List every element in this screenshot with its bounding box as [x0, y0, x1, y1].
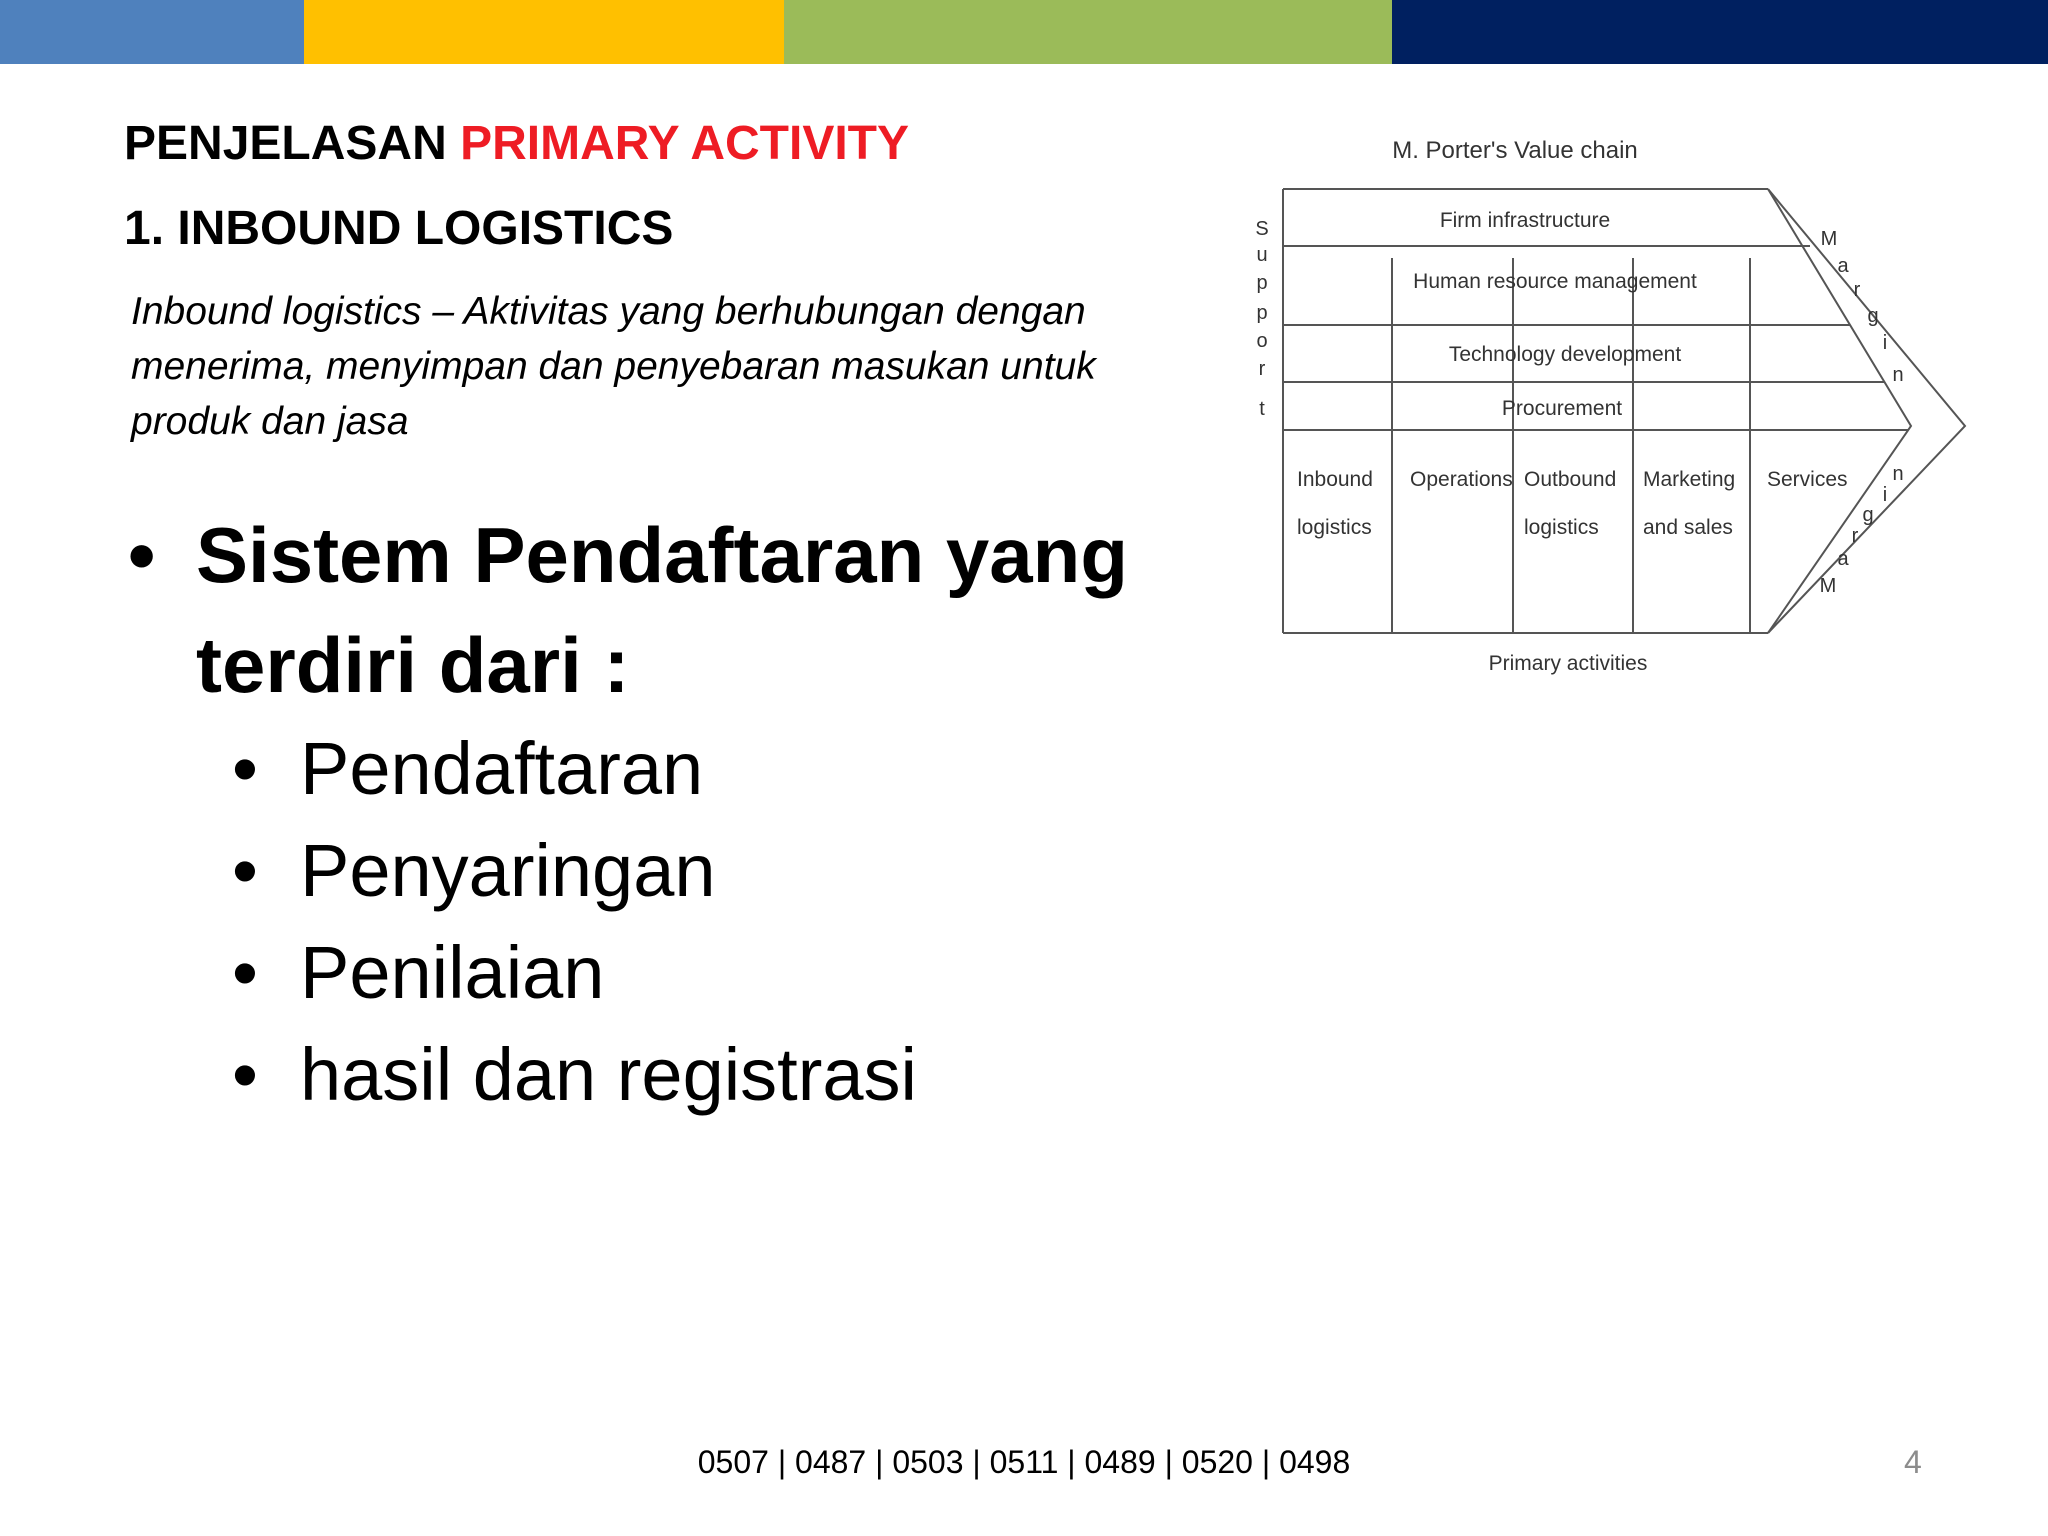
- sub-bullet-item: [232, 718, 917, 820]
- support-label-letter: u: [1256, 244, 1268, 266]
- sub-bullet-text: Pendaftaran: [300, 727, 704, 810]
- primary-activity-line2: and sales: [1643, 516, 1733, 539]
- margin-label-letter: a: [1837, 548, 1849, 570]
- heading-accent: PRIMARY ACTIVITY: [460, 117, 909, 170]
- band-segment-green: [784, 0, 1392, 64]
- margin-label-letter: r: [1851, 525, 1859, 547]
- diagram-title: M. Porter's Value chain: [1392, 137, 1638, 164]
- primary-activity-line1: Operations: [1410, 468, 1513, 491]
- support-label-letter: p: [1256, 302, 1268, 324]
- support-label-letter: o: [1256, 330, 1268, 352]
- sub-bullet-item: [232, 820, 917, 922]
- sub-bullet-text: Penyaringan: [300, 829, 716, 912]
- description-text: Inbound logistics – Aktivitas yang berhubungan dengan menerima, menyimpan dan penyebaran masukan untuk produk dan jasa: [131, 290, 1096, 443]
- slide-heading: [124, 116, 909, 171]
- margin-label-letter: r: [1853, 279, 1861, 301]
- slide-subheading: 1. INBOUND LOGISTICS: [124, 202, 674, 255]
- support-label-letter: r: [1258, 358, 1266, 380]
- support-label-letter: S: [1255, 218, 1269, 240]
- margin-label-letter: M: [1820, 228, 1838, 250]
- support-label-letter: p: [1256, 272, 1268, 294]
- band-segment-blue: [0, 0, 304, 64]
- bullet-dot: •: [232, 931, 258, 1014]
- value-chain-diagram: [1240, 125, 1980, 685]
- sub-bullet-item: [232, 922, 917, 1024]
- bullet-dot: •: [232, 829, 258, 912]
- bullet-dot: •: [232, 1033, 258, 1116]
- bullet-dot: •: [128, 511, 156, 599]
- heading-prefix: PENJELASAN: [124, 117, 461, 170]
- support-label-letter: t: [1259, 398, 1265, 420]
- diagram-outline: [1283, 189, 1965, 633]
- support-activity: Human resource management: [1413, 270, 1697, 293]
- margin-label-letter: n: [1892, 463, 1904, 485]
- footer-ids: 0507 | 0487 | 0503 | 0511 | 0489 | 0520 | 0498: [697, 1444, 1351, 1480]
- margin-label-letter: n: [1892, 364, 1904, 386]
- margin-label-letter: i: [1882, 484, 1888, 506]
- primary-activity-line1: Marketing: [1643, 468, 1736, 491]
- band-segment-navy: [1392, 0, 2048, 64]
- margin-label-letter: i: [1882, 332, 1888, 354]
- sub-bullet-item: [232, 1024, 917, 1126]
- support-activity: Technology development: [1448, 343, 1682, 366]
- bullet-dot: •: [232, 727, 258, 810]
- sub-bullet-list: [232, 718, 917, 1126]
- primary-activity-line2: logistics: [1524, 516, 1599, 539]
- main-bullet: [128, 500, 1188, 720]
- main-bullet-text: Sistem Pendaftaran yang terdiri dari :: [196, 511, 1128, 709]
- margin-label-letter: a: [1837, 255, 1849, 277]
- primary-activity-line2: logistics: [1297, 516, 1372, 539]
- support-activity: Firm infrastructure: [1439, 209, 1611, 232]
- primary-activity-line1: Inbound: [1297, 468, 1373, 491]
- primary-activity-line1: Services: [1767, 468, 1848, 491]
- margin-label-letter: M: [1819, 575, 1837, 597]
- margin-label-letter: g: [1867, 305, 1879, 327]
- primary-activities-label: Primary activities: [1488, 652, 1648, 675]
- support-activity: Procurement: [1501, 397, 1623, 420]
- primary-activity-line1: Outbound: [1524, 468, 1617, 491]
- value-chain-svg: [1240, 125, 1980, 685]
- margin-label-letter: g: [1862, 504, 1874, 526]
- sub-bullet-text: hasil dan registrasi: [300, 1033, 917, 1116]
- sub-bullet-text: Penilaian: [300, 931, 605, 1014]
- top-color-band: [0, 0, 2048, 64]
- band-segment-yellow: [304, 0, 784, 64]
- page-number: 4: [1904, 1444, 1922, 1480]
